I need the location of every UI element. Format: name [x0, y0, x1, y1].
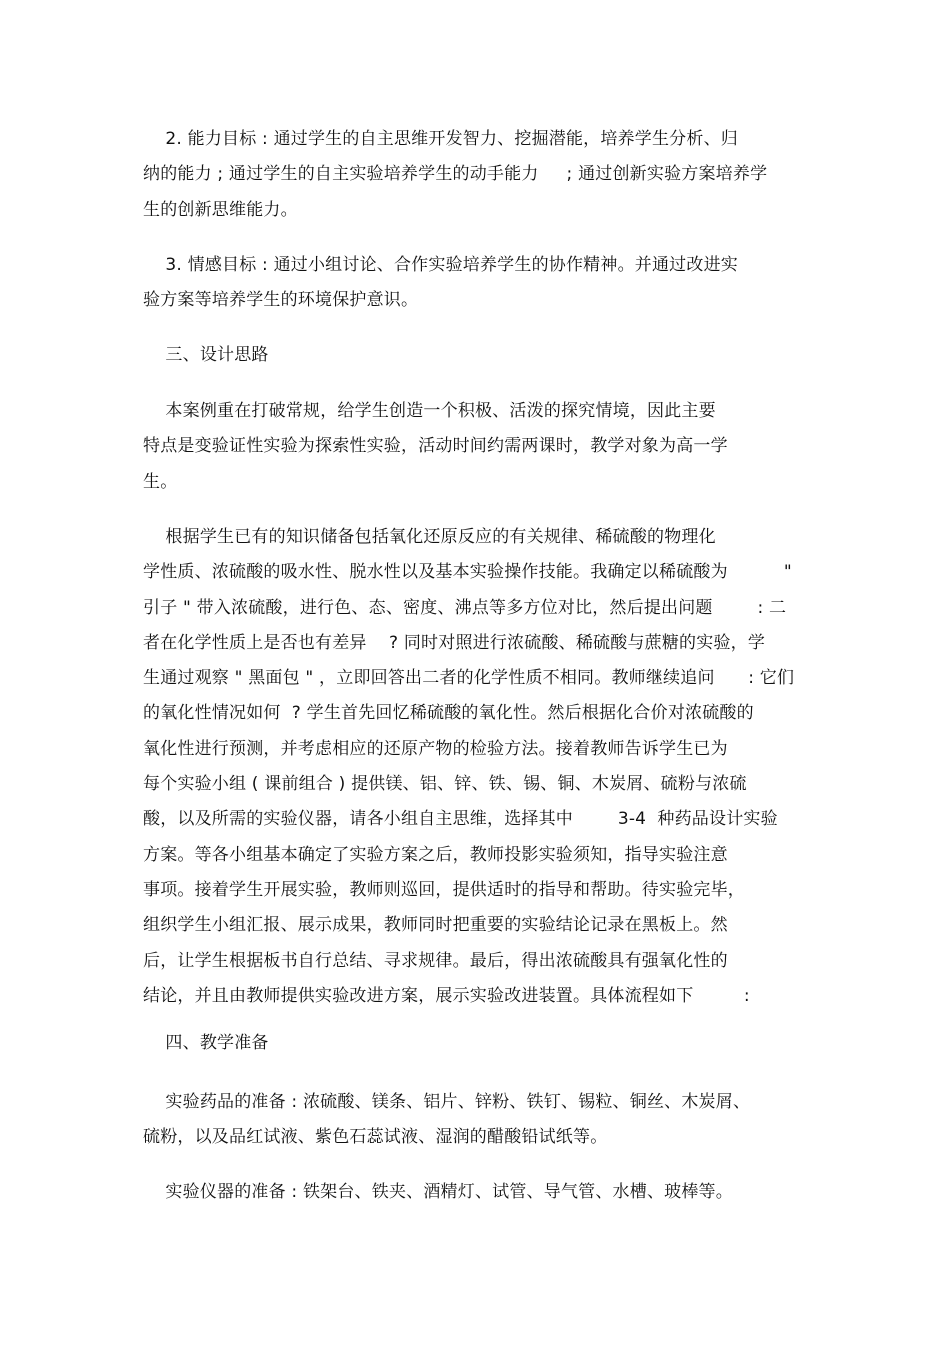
text-line: 纳的能力 ; 通过学生的自主实验培养学生的动手能力 ; 通过创新实验方案培养学	[143, 164, 768, 185]
text-line: 每个实验小组 ( 课前组合 ) 提供镁、铝、锌、铁、锡、铜、木炭屑、硫粉与浓硫	[143, 774, 747, 795]
text-line: 者在化学性质上是否也有差异 ? 同时对照进行浓硫酸、稀硫酸与蔗糖的实验，学	[143, 632, 766, 653]
text-line: 引子 " 带入浓硫酸，进行色、态、密度、沸点等多方位对比，然后提出问题 : 二	[143, 597, 787, 618]
text-line: 生通过观察 " 黑面包 " ，立即回答出二者的化学性质不相同。教师继续追问 : 它们	[143, 668, 795, 689]
section-heading-design	[143, 338, 813, 373]
design-paragraph-1	[143, 394, 813, 500]
text-line: 3. 情感目标 : 通过小组讨论、合作实验培养学生的协作精神。并通过改进实	[143, 255, 738, 275]
heading-text: 四、教学准备	[143, 1033, 269, 1053]
text-line: 组织学生小组汇报、展示成果，教师同时把重要的实验结论记录在黑板上。然	[143, 915, 728, 936]
text-line: 事项。接着学生开展实验，教师则巡回，提供适时的指导和帮助。待实验完毕，	[143, 879, 745, 900]
text-line: 验方案等培养学生的环境保护意识。	[143, 290, 419, 311]
heading-text: 三、设计思路	[143, 345, 269, 365]
text-line: 学性质、浓硫酸的吸水性、脱水性以及基本实验操作技能。我确定以稀硫酸为 "	[143, 562, 792, 583]
text-line: 实验仪器的准备 : 铁架台、铁夹、酒精灯、试管、导气管、水槽、玻棒等。	[143, 1182, 733, 1202]
section-heading-prep	[143, 1026, 813, 1061]
design-paragraph-2	[143, 520, 813, 1014]
emotion-goal-paragraph	[143, 248, 813, 319]
text-line: 实验药品的准备 : 浓硫酸、镁条、铝片、锌粉、铁钉、锡粒、铜丝、木炭屑、	[143, 1092, 751, 1112]
ability-goal-paragraph	[143, 122, 813, 228]
text-line: 特点是变验证性实验为探索性实验，活动时间约需两课时，教学对象为高一学	[143, 436, 728, 457]
text-line: 结论，并且由教师提供实验改进方案，展示实验改进装置。具体流程如下 :	[143, 985, 750, 1006]
text-line: 生。	[143, 471, 178, 492]
text-line: 方案。等各小组基本确定了实验方案之后，教师投影实验须知，指导实验注意	[143, 844, 728, 865]
text-line: 根据学生已有的知识储备包括氧化还原反应的有关规律、稀硫酸的物理化	[143, 527, 716, 547]
text-line: 硫粉，以及品红试液、紫色石蕊试液、湿润的醋酸铅试纸等。	[143, 1127, 608, 1148]
text-line: 生的创新思维能力。	[143, 199, 298, 220]
text-line: 酸，以及所需的实验仪器，请各小组自主思维，选择其中 3-4 种药品设计实验	[143, 809, 778, 830]
prep-apparatus-paragraph	[143, 1175, 813, 1210]
text-line: 氧化性进行预测，并考虑相应的还原产物的检验方法。接着教师告诉学生已为	[143, 738, 728, 759]
prep-chemicals-paragraph	[143, 1085, 813, 1156]
text-line: 的氧化性情况如何 ? 学生首先回忆稀硫酸的氧化性。然后根据化合价对浓硫酸的	[143, 703, 754, 724]
text-line: 2. 能力目标 : 通过学生的自主思维开发智力、挖掘潜能，培养学生分析、归	[143, 129, 738, 149]
text-line: 本案例重在打破常规，给学生创造一个积极、活泼的探究情境，因此主要	[143, 401, 716, 421]
text-line: 后，让学生根据板书自行总结、寻求规律。最后，得出浓硫酸具有强氧化性的	[143, 950, 728, 971]
